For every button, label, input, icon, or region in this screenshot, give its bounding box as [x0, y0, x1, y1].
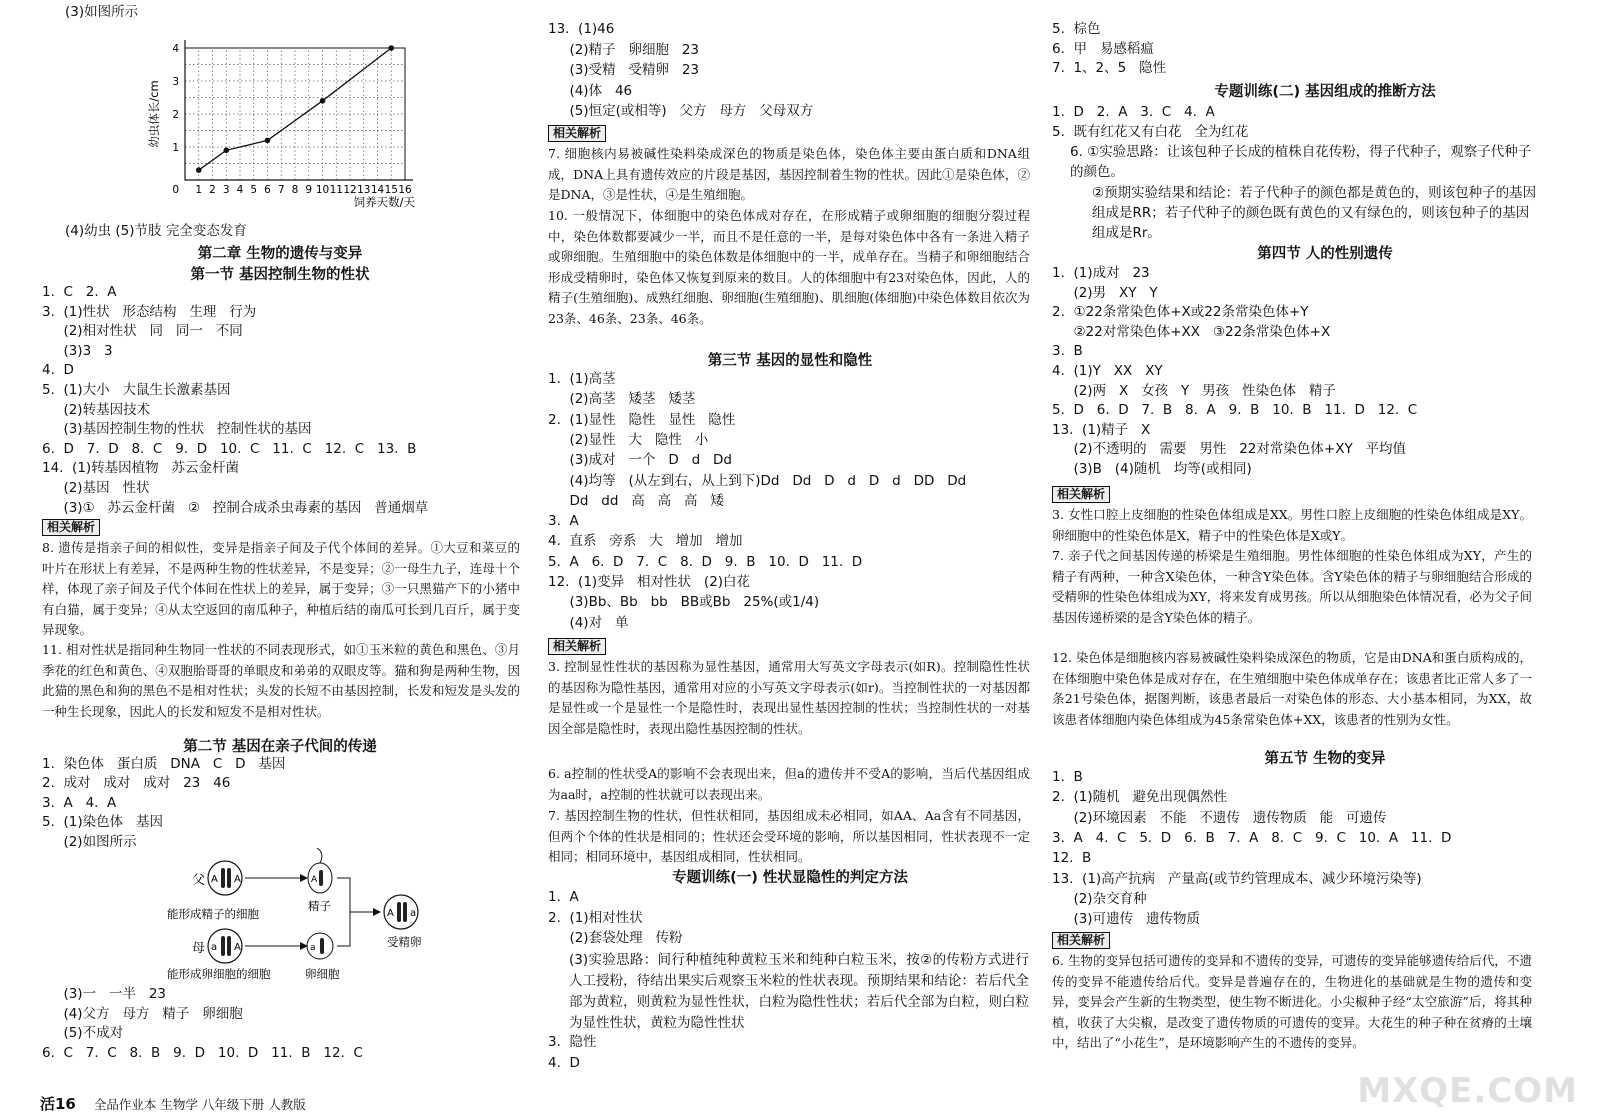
diagram-label: 能形成卵细胞的细胞 [167, 967, 271, 981]
svg-text:a: a [211, 942, 218, 953]
answer-line: (4)幼虫 (5)节肢 完全变态发育 [65, 223, 247, 239]
analysis-paragraph: 10. 一般情况下，体细胞中的染色体成对存在，在形成精子或卵细胞的细胞分裂过程中，染色体数都要减少一半，而且不是任意的一半，是每对染色体中各有一条进入精子或卵细胞。生殖细胞中的染色体数是体细胞中的一半，成单存在。当精子和卵细胞结合形成受精卵时，染色体又恢复到原来的数目。人的体细胞中有23对染色体，因此，人的精子(生殖细胞)、成熟红细胞、卵细胞(生殖细胞)、肌细胞(体细胞)中染色体数目依次为23条、46条、23条、46条。 [548, 208, 1030, 326]
x-tick-label: 7 [277, 184, 285, 196]
answer-line: 6. C 7. C 8. B 9. D 10. D 11. B 12. C [42, 1044, 363, 1061]
answer-line: 4. 直系 旁系 大 增加 增加 [548, 533, 743, 550]
x-tick-label: 2 [209, 184, 216, 196]
x-tick-label: 9 [305, 184, 313, 196]
answer-line: (4)体 46 [548, 82, 633, 99]
analysis-tag: 相关解析 [548, 125, 606, 142]
answer-line: (2)不透明的 需要 男性 22对常染色体+XY 平均值 [1052, 441, 1407, 458]
book-info: 全品作业本 生物学 八年级下册 人教版 [93, 1097, 306, 1112]
answer-line: (2)如图所示 [42, 833, 137, 850]
answer-line: (2)杂交育种 [1052, 890, 1147, 907]
answer-line: ②22对常染色体+XX ③22条常染色体+X [1052, 323, 1331, 340]
section-title: 第四节 人的性别遗传 [1257, 246, 1393, 262]
answer-line: 1. A [548, 889, 579, 905]
data-point [223, 148, 229, 154]
analysis-paragraph: 7. 亲子代之间基因传递的桥梁是生殖细胞。男性体细胞的性染色体组成为XY，产生的精子有两种，一种含X染色体，一种含Y染色体。含Y染色体的精子与卵细胞结合形成的受精卵的性染色体组成为XY，将来发育成男孩。所以从细胞染色体情况看，必为父子间基因传递桥梁的是含Y染色体的精子。 [1052, 548, 1532, 625]
answer-line: (3)3 3 [42, 342, 113, 359]
section-title: 第一节 基因控制生物的性状 [190, 267, 370, 283]
y-tick-label: 4 [172, 43, 179, 55]
diagram-label: 父 [192, 873, 206, 888]
svg-text:A: A [234, 874, 241, 885]
answer-line: 1. C 2. A [42, 284, 117, 300]
answer-line: 5. (1)染色体 基因 [42, 814, 163, 831]
svg-text:a: a [410, 908, 417, 919]
growth-chart [140, 30, 440, 220]
analysis-paragraph: 12. 染色体是细胞核内容易被碱性染料染成深色的物质，它是由DNA和蛋白质构成的，在体细胞中染色体是成对存在，在生殖细胞中染色体成单存在；该患者比正常人多了一条21号染色体，据图判断，该患者最后一对染色体的形态、大小基本相同，为XX，故该患者体细胞内染色体组成为45条常染色体+XX，该患者的性别为女性。 [1052, 650, 1532, 727]
answer-line: (3)B (4)随机 均等(或相同) [1052, 461, 1252, 477]
answer-line: (2)环境因素 不能 不遗传 遗传物质 能 可遗传 [1052, 809, 1387, 826]
answer-line: (3)基因控制生物的性状 控制性状的基因 [42, 421, 312, 438]
answer-line: (3)成对 一个 D d Dd [548, 452, 733, 469]
data-point [265, 138, 271, 144]
chromosome [221, 868, 225, 888]
analysis-paragraph: 11. 相对性状是指同种生物同一性状的不同表现形式，如①玉米粒的黄色和黑色、③月季花的红色和黄色、④双胞胎哥哥的单眼皮和弟弟的双眼皮等。猫和狗是两种生物，因此猫的黑色和狗的黑色不是相对性状；头发的长短不由基因控制，长发和短发是头发的一种生长现象，因此人的长发和短发不是相对性状。 [42, 642, 520, 719]
x-tick-label: 12 [343, 184, 357, 196]
answer-line: 5. 既有红花又有白花 全为红花 [1052, 123, 1249, 140]
answer-line: (2)转基因技术 [42, 401, 151, 418]
answer-line: 3. A [548, 513, 579, 530]
answer-line: (3)Bb、Bb bb BB或Bb 25%(或1/4) [548, 594, 820, 611]
chapter-title: 第二章 生物的遗传与变异 [197, 246, 363, 262]
analysis-tag: 相关解析 [1052, 932, 1110, 949]
analysis-paragraph: 8. 遗传是指亲子间的相似性，变异是指亲子间及子代个体间的差异。①大豆和菜豆的叶片在形状上有差异，不是两种生物的性状差异，不是变异；②一母生九子，连母十个样，体现了亲子间及子代个体间在性状上的差异，属于变异；③一只黑猫产下的小猪中有白猫，属于变异；④从太空返回的南瓜种子，种植后结的南瓜可长到几百斤，属于变异现象。 [42, 540, 520, 637]
answer-line: 1. (1)成对 23 [1052, 265, 1150, 281]
answer-line: 3. A 4. C 5. D 6. B 7. A 8. C 9. C 10. A 11. D [1052, 829, 1452, 846]
y-tick-label: 3 [172, 76, 179, 88]
answer-line: 2. ①22条常染色体+X或22条常染色体+Y [1052, 304, 1309, 321]
page-number: 活16 [40, 1095, 76, 1113]
x-tick-label: 4 [236, 184, 244, 196]
diagram-label: 受精卵 [387, 935, 422, 949]
svg-text:a: a [310, 943, 316, 953]
diagram-label: 精子 [308, 899, 331, 913]
analysis-paragraph: 7. 细胞核内易被碱性染料染成深色的物质是染色体，染色体主要由蛋白质和DNA组成，DNA上具有遗传效应的片段是基因，基因控制着生物的性状。因此①是染色体，②是DNA，③是性状，④是生殖细胞。 [548, 146, 1030, 202]
section-title: 专题训练(二) 基因组成的推断方法 [1214, 84, 1436, 100]
answer-line: (4)均等 (从左到右，从上到下)Dd Dd D d D d DD Dd [548, 472, 967, 489]
answer-line: 13. (1)高产抗病 产量高(或节约管理成本、减少环境污染等) [1052, 870, 1422, 887]
answer-line: 5. A 6. D 7. C 8. D 9. B 10. D 11. D [548, 553, 863, 570]
x-tick-label: 1 [195, 184, 203, 196]
answer-line: 1. B [1052, 769, 1083, 785]
x-tick-label: 11 [329, 184, 343, 196]
section-title: 第五节 生物的变异 [1264, 751, 1386, 767]
answer-line: 4. D [42, 362, 74, 379]
answer-line: 1. (1)高茎 [548, 371, 616, 387]
answer-line: (2)套袋处理 传粉 [548, 930, 683, 946]
answer-line: 3. B [1052, 343, 1083, 360]
y-axis-label: 幼虫体长/cm [147, 80, 161, 148]
x-tick-label: 13 [357, 184, 371, 196]
answer-line: 7. 1、2、5 隐性 [1052, 60, 1167, 76]
analysis-paragraph: 3. 控制显性性状的基因称为显性基因，通常用大写英文字母表示(如R)。控制隐性性状的基因称为隐性基因，通常用对应的小写英文字母表示(如r)。当控制性状的一对基因都是显性或一个是显性一个是隐性时，表现出显性基因控制的性状；当控制性状的一对基因全部是隐性时，表现出隐性基因控制的性状。 [548, 659, 1030, 736]
answer-line: 12. B [1052, 850, 1092, 867]
x-tick-label: 3 [222, 184, 230, 196]
answer-line: 2. (1)相对性状 [548, 909, 643, 926]
answer-line: 3. 隐性 [548, 1034, 597, 1050]
answer-paragraph: ②预期实验结果和结论：若子代种子的颜色都是黄色的，则该包种子的基因组成是RR；若子代种子的颜色既有黄色的又有绿色的，则该包种子的基因组成是Rr。 [1092, 185, 1537, 241]
svg-text:A: A [311, 875, 318, 885]
answer-line: (4)父方 母方 精子 卵细胞 [42, 1005, 243, 1022]
watermark: MXQE.COM [1357, 1071, 1578, 1111]
answer-line: 2. (1)随机 避免出现偶然性 [1052, 789, 1227, 806]
diagram-label: 能形成精子的细胞 [167, 907, 259, 921]
x-tick-label: 5 [250, 184, 258, 196]
data-point [196, 167, 202, 173]
analysis-tag: 相关解析 [1052, 486, 1110, 503]
answer-line: (2)显性 大 隐性 小 [548, 431, 709, 448]
answer-line: 12. (1)变异 相对性状 (2)白花 [548, 574, 751, 590]
answer-line: 1. D 2. A 3. C 4. A [1052, 104, 1215, 120]
x-tick-label: 10 [315, 184, 330, 196]
page-footer [40, 1093, 306, 1114]
answer-line: 5. 棕色 [1052, 21, 1101, 37]
answer-line: 5. (1)大小 大鼠生长激素基因 [42, 382, 231, 398]
x-axis-label: 饲养天数/天 [353, 195, 415, 209]
analysis-paragraph: 6. 生物的变异包括可遗传的变异和不遗传的变异，可遗传的变异能够遗传给后代，不遗传的变异不能遗传给后代。变异是普遍存在的，生物进化的基础就是生物的遗传和变异，变异会产生新的生物类型，使生物不断进化。小尖椒种子经“太空旅游”后，将其种植，收获了大尖椒，是改变了遗传物质的可遗传的变异。大花生的种子种在贫瘠的土壤中，结出了“小花生”，是环境影响产生的不遗传的变异。 [1052, 953, 1532, 1050]
answer-paragraph: 6. ①实验思路：让该包种子长成的植株自花传粉，得子代种子，观察子代种子的颜色。 [1070, 144, 1532, 180]
answer-line: (2)相对性状 同 同一 不同 [42, 323, 243, 340]
x-tick-label: 8 [291, 184, 299, 196]
analysis-paragraph: 3. 女性口腔上皮细胞的性染色体组成是XX。男性口腔上皮细胞的性染色体组成是XY。卵细胞中的性染色体是X，精子中的性染色体是X或Y。 [1052, 507, 1532, 543]
diagram-label: 卵细胞 [305, 967, 340, 981]
answer-line: (2)精子 卵细胞 23 [548, 41, 700, 58]
x-tick-label: 16 [398, 184, 412, 196]
y-tick-label: 1 [172, 142, 179, 154]
analysis-paragraph: 7. 基因控制生物的性状，但性状相同，基因组成未必相同，如AA、Aa含有不同基因，但两个个体的性状是相同的；性状还会受环境的影响，所以基因相同，性状表现不一定相同；相同环境中，基因组成相同，性状相同。 [548, 808, 1030, 864]
answer-line: 6. 甲 易感稻瘟 [1052, 40, 1154, 57]
answer-line: (4)对 单 [548, 614, 629, 631]
answer-line: Dd dd 高 高 高 矮 [548, 492, 724, 509]
answer-line: 2. (1)显性 隐性 显性 隐性 [548, 411, 736, 428]
answer-line: (2)基因 性状 [42, 480, 150, 496]
answer-line: 4. D [548, 1054, 580, 1071]
origin-label: 0 [172, 184, 179, 196]
answer-line: 13. (1)精子 X [1052, 421, 1151, 438]
inheritance-diagram [165, 848, 435, 983]
answer-line: 4. (1)Y XX XY [1052, 363, 1163, 379]
answer-line: 6. D 7. D 8. C 9. D 10. C 11. C 12. C 13. B [42, 440, 417, 457]
answer-line: 5. D 6. D 7. B 8. A 9. B 10. B 11. D 12. C [1052, 402, 1418, 419]
svg-text:A: A [234, 942, 241, 953]
chromosome [227, 868, 231, 888]
answer-line: 1. 染色体 蛋白质 DNA C D 基因 [42, 756, 286, 772]
svg-text:A: A [387, 908, 394, 919]
answer-line: (3)受精 受精卵 23 [548, 62, 700, 78]
answer-line: (3)① 苏云金杆菌 ② 控制合成杀虫毒素的基因 普通烟草 [42, 499, 429, 516]
data-point [388, 45, 394, 51]
answer-line: 3. A 4. A [42, 794, 117, 811]
answer-line: (2)高茎 矮茎 矮茎 [548, 391, 696, 408]
answer-line: 13. (1)46 [548, 21, 615, 37]
answer-line: (2)男 XY Y [1052, 284, 1158, 301]
answer-line: (3)一 一半 23 [42, 986, 167, 1002]
answer-line: (5)不成对 [42, 1025, 124, 1042]
x-tick-label: 6 [264, 184, 271, 196]
analysis-paragraph: 6. a控制的性状受A的影响不会表现出来，但a的遗传并不受A的影响，当后代基因组成为aa时，a控制的性状就可以表现出来。 [548, 766, 1030, 802]
section-title: 第二节 基因在亲子代间的传递 [183, 739, 377, 755]
answer-line: (2)两 X 女孩 Y 男孩 性染色体 精子 [1052, 382, 1336, 399]
answer-line: 3. (1)性状 形态结构 生理 行为 [42, 303, 257, 320]
section-title: 专题训练(一) 性状显隐性的判定方法 [672, 870, 908, 886]
answer-line: 2. 成对 成对 成对 23 46 [42, 775, 231, 792]
answer-line: (5)恒定(或相等) 父方 母方 父母双方 [548, 103, 814, 119]
diagram-label: 母 [192, 941, 206, 956]
analysis-tag: 相关解析 [42, 519, 100, 536]
svg-text:A: A [211, 874, 218, 885]
x-tick-label: 14 [370, 184, 385, 196]
answer-line: (3)如图所示 [65, 4, 139, 20]
answer-paragraph: (3)实验思路：间行种植纯种黄粒玉米和纯种白粒玉米，按②的传粉方式进行人工授粉，待结出果实后观察玉米粒的性状表现。预期结果和结论：若后代全部为黄粒，则黄粒为显性性状，白粒为隐性性状；若后代全部为白粒，则白粒为显性性状，黄粒为隐性性状 [569, 952, 1029, 1031]
analysis-tag: 相关解析 [548, 638, 606, 655]
x-tick-label: 15 [384, 184, 398, 196]
answer-line: 14. (1)转基因植物 苏云金杆菌 [42, 460, 240, 477]
answer-line: (3)可遗传 遗传物质 [1052, 911, 1200, 928]
section-title: 第三节 基因的显性和隐性 [707, 353, 873, 369]
y-tick-label: 2 [172, 109, 179, 121]
data-point [320, 98, 326, 104]
